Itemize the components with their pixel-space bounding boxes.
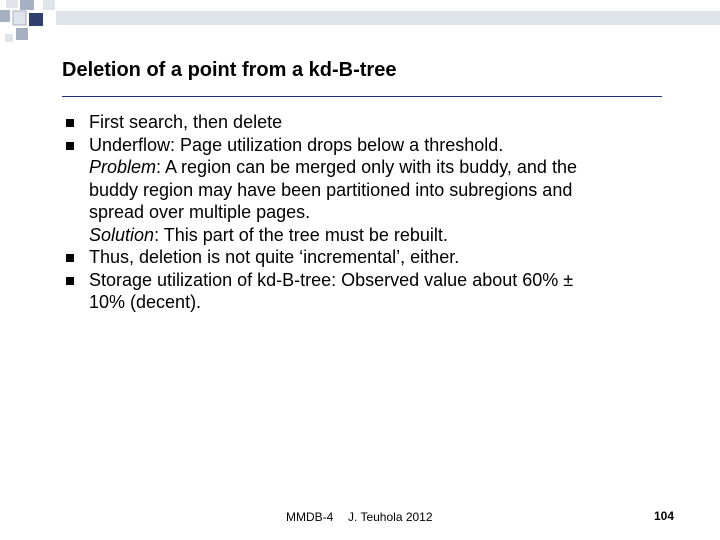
- bullet-text: [89, 156, 666, 179]
- bullet-text: spread over multiple pages.: [89, 202, 311, 222]
- bullet-marker: [66, 277, 74, 285]
- bullet-item: [66, 269, 666, 314]
- bullet-marker: [66, 254, 74, 262]
- bullet-text: Underflow: Page utilization drops below a threshold.: [89, 134, 504, 155]
- bullet-text: buddy region may have been partitioned into subregions and: [89, 179, 573, 200]
- page-number: 104: [654, 509, 675, 523]
- bullet-marker: [66, 119, 74, 127]
- bullet-text: [89, 224, 666, 247]
- bullet-item: [66, 111, 666, 134]
- emphasis-solution: Solution: [89, 224, 155, 245]
- bullet-text: 10% (decent).: [89, 292, 202, 312]
- bullet-text: First search, then delete: [89, 112, 283, 132]
- slide-title: Deletion of a point from a kd-B-tree: [62, 59, 397, 81]
- footer-author: J. Teuhola 2012: [348, 510, 433, 524]
- decoration-bar: [56, 11, 720, 25]
- bullet-text-rest: : A region can be merged only with its buddy, and the: [156, 157, 577, 177]
- bullet-marker: [66, 142, 74, 150]
- bullet-text: Storage utilization of kd-B-tree: Observed value about 60% ±: [89, 269, 574, 290]
- decoration-squares: [0, 0, 55, 42]
- bullet-item: [66, 134, 666, 247]
- emphasis-problem: Problem: [89, 157, 157, 177]
- title-rule: [62, 96, 662, 97]
- bullet-text-rest: : This part of the tree must be rebuilt.: [154, 224, 448, 245]
- footer-course: MMDB-4: [286, 510, 334, 524]
- bullet-text: Thus, deletion is not quite ‘incremental’, either.: [89, 247, 460, 267]
- bullet-list: [66, 111, 666, 314]
- header-decoration: [0, 0, 720, 50]
- bullet-item: [66, 246, 666, 269]
